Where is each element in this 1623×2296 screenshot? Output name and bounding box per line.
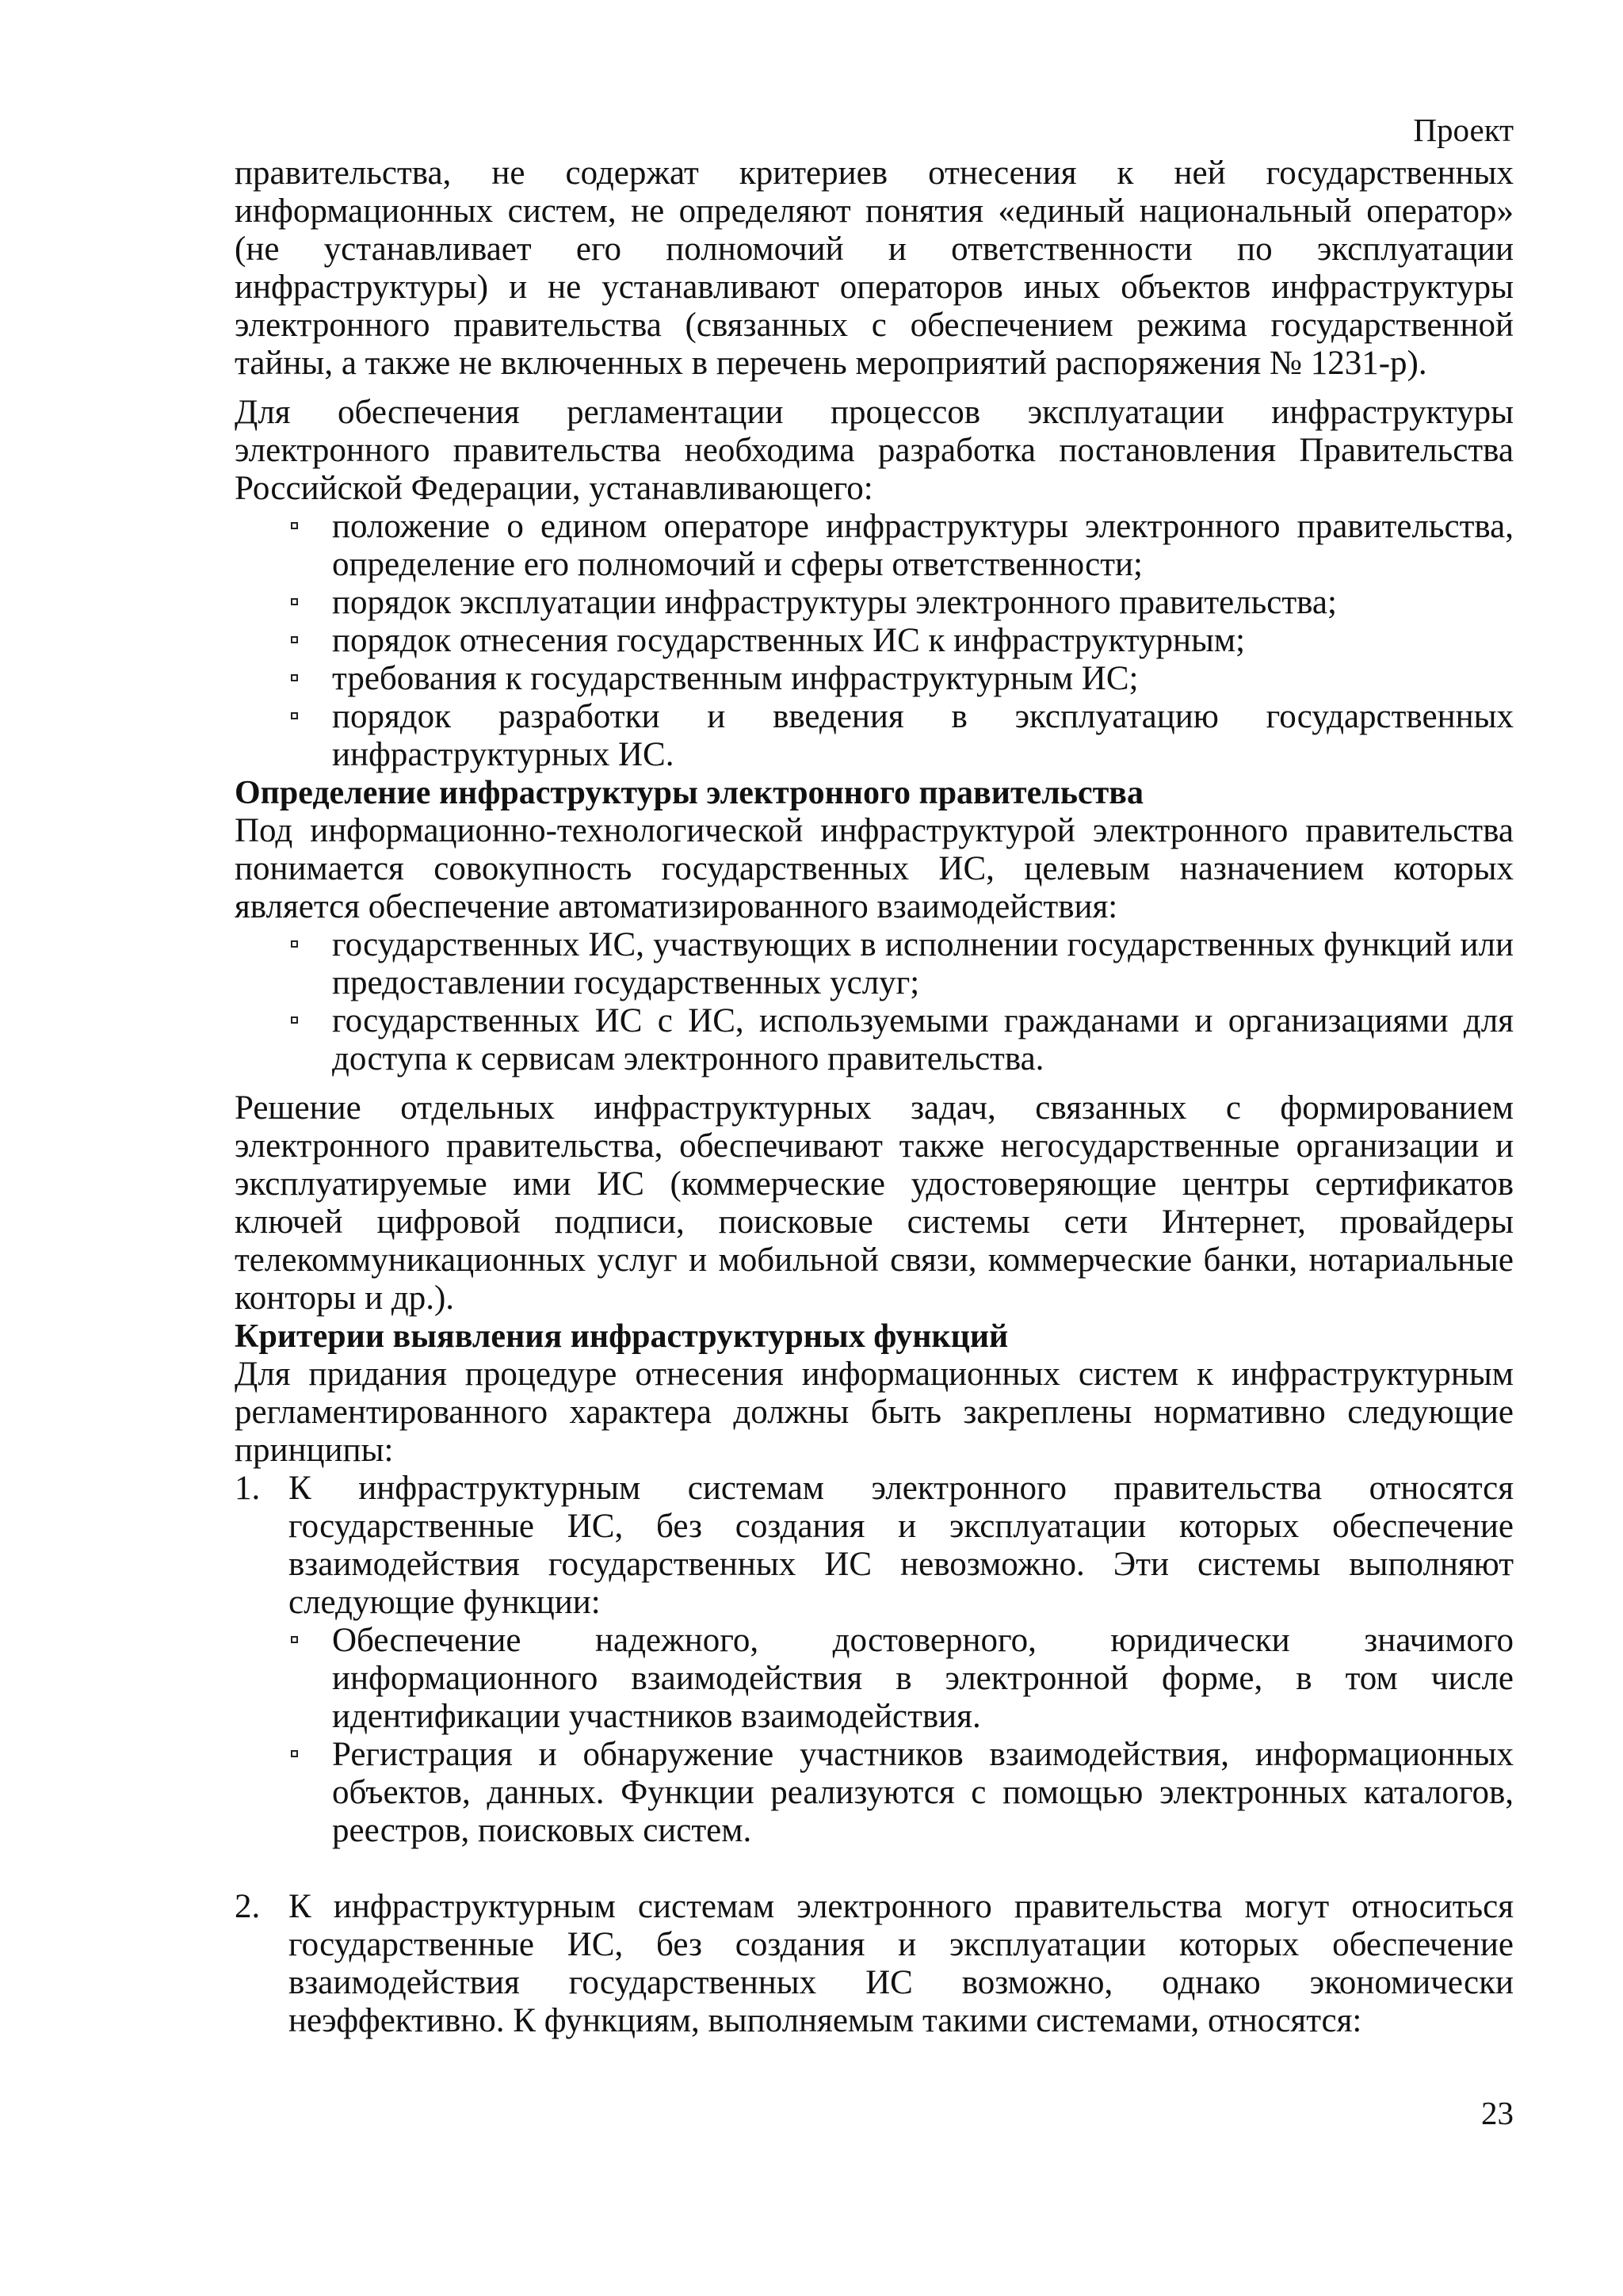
list-item: порядок эксплуатации инфраструктуры электронного правительства; (332, 584, 1514, 622)
section-heading: Критерии выявления инфраструктурных функций (235, 1318, 1009, 1355)
paragraph: Для обеспечения регламентации процессов эксплуатации инфраструктуры электронного правительства необходима разработка постановления Правительства Российской Федерации, устанавливающего: (235, 394, 1514, 507)
numbered-item (235, 1888, 1514, 2040)
header-label: Проект (1413, 112, 1514, 148)
list-item: порядок разработки и введения в эксплуатацию государственных инфраструктурных ИС. (332, 698, 1514, 773)
list-item: требования к государственным инфраструктурным ИС; (332, 660, 1514, 698)
item-number: 2. (235, 1888, 261, 1925)
numbered-item-text: К инфраструктурным системам электронного правительства относятся государственные ИС, без создания и эксплуатации которых обеспечение взаимодействия государственных ИС невозможно. Эти системы выполняют следующие функции: (288, 1470, 1514, 1621)
paragraph: правительства, не содержат критериев отнесения к ней государственных информационных систем, не определяют понятия «единый национальный оператор» (не устанавливает его полномочий и ответственности по эксплуатации инфраструктуры) и не устанавливают операторов иных объектов инфраструктуры электронного правительства (связанных с обеспечением режима государственной тайны, а также не включенных в перечень мероприятий распоряжения № 1231-р). (235, 154, 1514, 382)
paragraph: Для придания процедуре отнесения информационных систем к инфраструктурным регламентированного характера должны быть закреплены нормативно следующие принципы: (235, 1356, 1514, 1469)
numbered-list (235, 1470, 1514, 2040)
document-body (235, 154, 1514, 2040)
paragraph: Под информационно-технологической инфраструктурой электронного правительства понимается совокупность государственных ИС, целевым назначением которых является обеспечение автоматизированного взаимодействия: (235, 812, 1514, 925)
numbered-item (235, 1470, 1514, 1850)
section-heading: Определение инфраструктуры электронного правительства (235, 775, 1144, 811)
list-item: положение о едином операторе инфраструктуры электронного правительства, определение его полномочий и сферы ответственности; (332, 508, 1514, 583)
bullet-list (235, 926, 1514, 1078)
numbered-item-text: К инфраструктурным системам электронного правительства могут относиться государственные ИС, без создания и эксплуатации которых обеспечение взаимодействия государственных ИС возможно, однако экономически неэффективно. К функциям, выполняемым такими системами, относятся: (288, 1888, 1514, 2039)
bullet-list (288, 1622, 1514, 1850)
page-number: 23 (1481, 2095, 1514, 2131)
paragraph: Решение отдельных инфраструктурных задач, связанных с формированием электронного правительства, обеспечивают также негосударственные организации и эксплуатируемые ими ИС (коммерческие удостоверяющие центры сертификатов ключей цифровой подписи, поисковые системы сети Интернет, провайдеры телекоммуникационных услуг и мобильной связи, коммерческие банки, нотариальные конторы и др.). (235, 1089, 1514, 1317)
bullet-list (235, 508, 1514, 774)
list-item: Обеспечение надежного, достоверного, юридически значимого информационного взаимодействия в электронной форме, в том числе идентификации участников взаимодействия. (332, 1622, 1514, 1735)
list-item: государственных ИС с ИС, используемыми гражданами и организациями для доступа к сервисам электронного правительства. (332, 1002, 1514, 1077)
list-item: Регистрация и обнаружение участников взаимодействия, информационных объектов, данных. Функции реализуются с помощью электронных каталогов, реестров, поисковых систем. (332, 1736, 1514, 1849)
list-item: порядок отнесения государственных ИС к инфраструктурным; (332, 622, 1514, 660)
list-item: государственных ИС, участвующих в исполнении государственных функций или предоставлении государственных услуг; (332, 926, 1514, 1001)
item-number: 1. (235, 1470, 261, 1507)
